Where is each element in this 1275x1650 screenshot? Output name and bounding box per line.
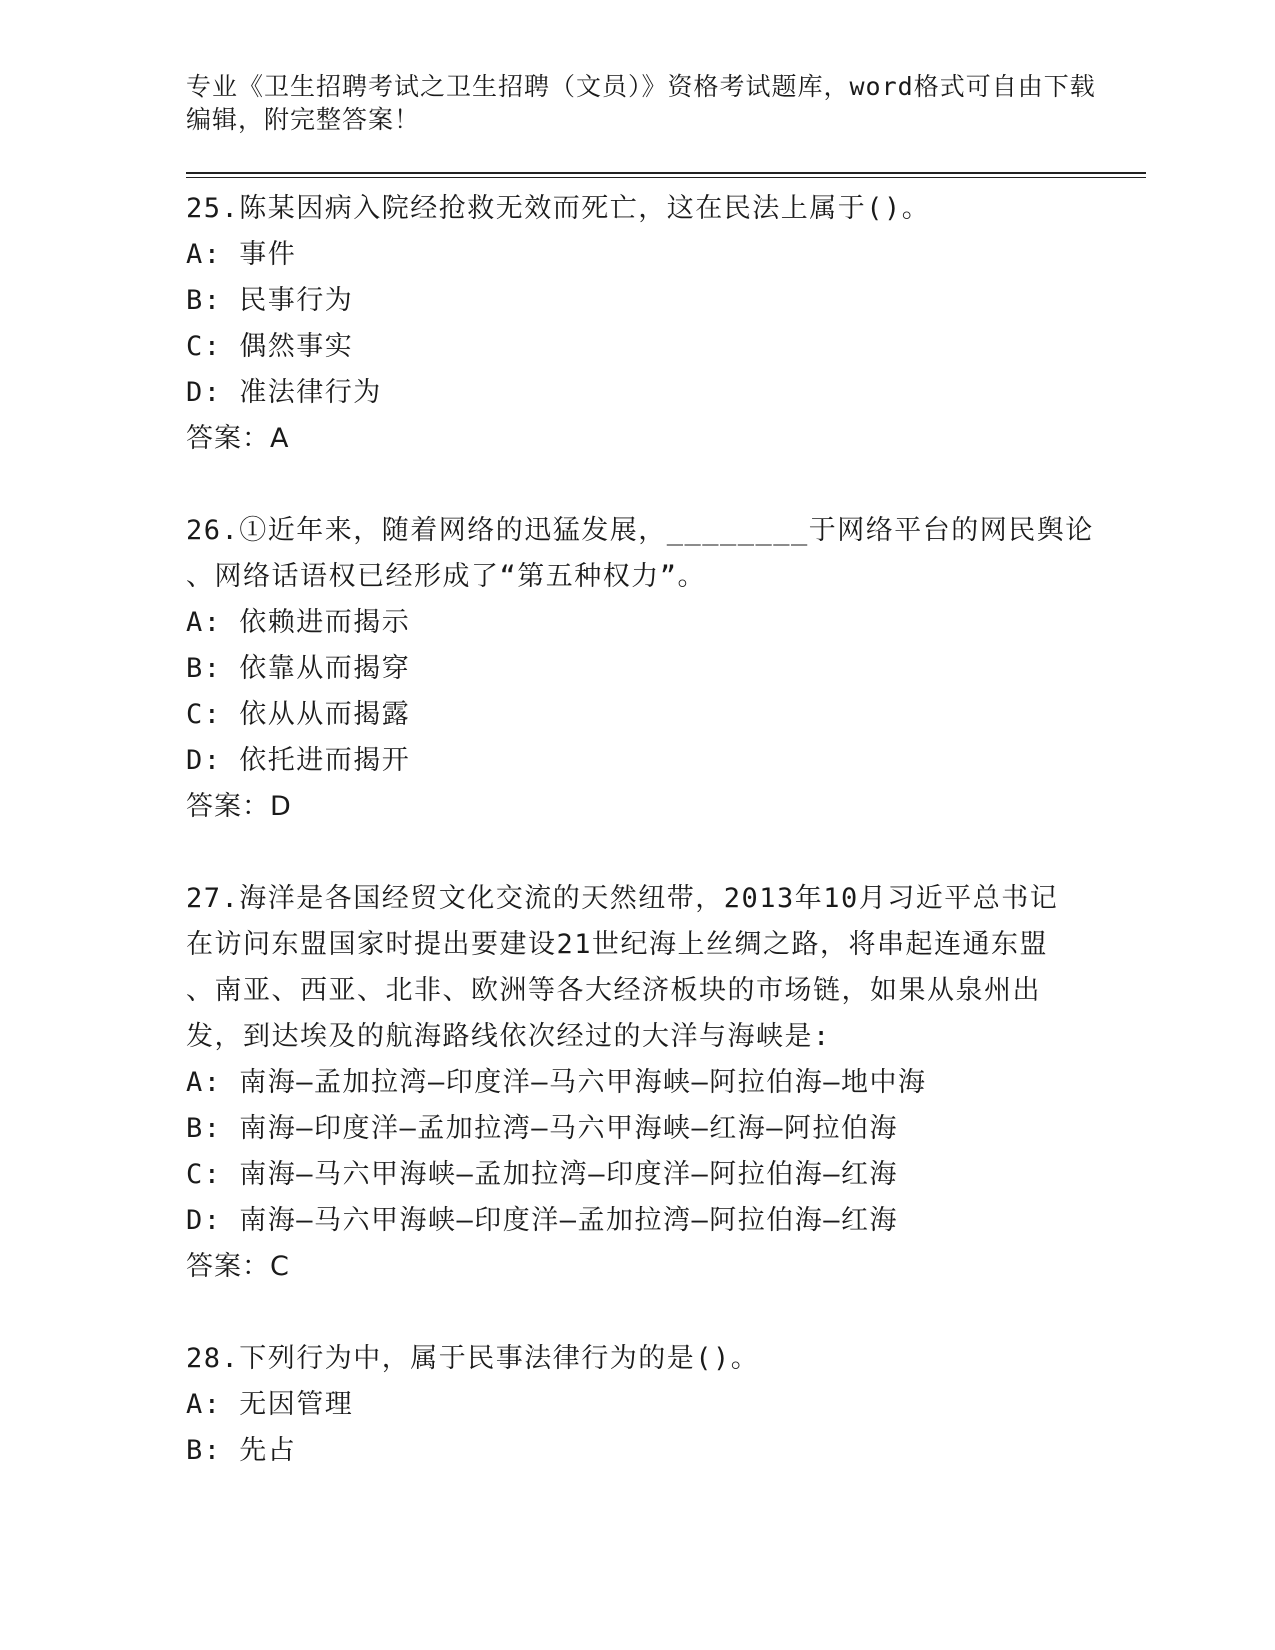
option-b: B: 依靠从而揭穿	[186, 653, 411, 684]
question-25	[186, 186, 1146, 462]
question-stem: 、网络话语权已经形成了“第五种权力”。	[186, 561, 707, 592]
header-line: 专业《卫生招聘考试之卫生招聘（文员）》资格考试题库，word格式可自由下载	[186, 72, 1096, 101]
option-a: A: 事件	[186, 239, 297, 270]
option-c: C: 依从从而揭露	[186, 699, 411, 730]
header-line: 编辑，附完整答案！	[186, 105, 421, 134]
question-stem: 、南亚、西亚、北非、欧洲等各大经济板块的市场链，如果从泉州出	[186, 975, 1041, 1006]
answer: 答案：C	[186, 1251, 290, 1282]
question-stem: 27.海洋是各国经贸文化交流的天然纽带，2013年10月习近平总书记	[186, 883, 1059, 914]
document-page	[186, 70, 1146, 1474]
answer: 答案：D	[186, 791, 292, 822]
answer: 答案：A	[186, 423, 290, 454]
option-d: D: 准法律行为	[186, 377, 382, 408]
document-header	[186, 70, 1146, 136]
question-stem: 25.陈某因病入院经抢救无效而死亡，这在民法上属于()。	[186, 193, 931, 224]
option-c: C: 偶然事实	[186, 331, 354, 362]
option-d: D: 依托进而揭开	[186, 745, 411, 776]
option-a: A: 南海—孟加拉湾—印度洋—马六甲海峡—阿拉伯海—地中海	[186, 1067, 927, 1098]
question-stem: 26.①近年来，随着网络的迅猛发展，________于网络平台的网民舆论	[186, 515, 1094, 546]
option-b: B: 南海—印度洋—孟加拉湾—马六甲海峡—红海—阿拉伯海	[186, 1113, 899, 1144]
option-a: A: 无因管理	[186, 1389, 354, 1420]
question-26	[186, 508, 1146, 830]
option-d: D: 南海—马六甲海峡—印度洋—孟加拉湾—阿拉伯海—红海	[186, 1205, 899, 1236]
option-b: B: 先占	[186, 1435, 297, 1466]
question-stem: 发，到达埃及的航海路线依次经过的大洋与海峡是:	[186, 1021, 831, 1052]
option-c: C: 南海—马六甲海峡—孟加拉湾—印度洋—阿拉伯海—红海	[186, 1159, 899, 1190]
question-27	[186, 876, 1146, 1290]
question-28	[186, 1336, 1146, 1474]
option-a: A: 依赖进而揭示	[186, 607, 411, 638]
question-stem: 28.下列行为中，属于民事法律行为的是()。	[186, 1343, 760, 1374]
option-b: B: 民事行为	[186, 285, 354, 316]
question-stem: 在访问东盟国家时提出要建设21世纪海上丝绸之路，将串起连通东盟	[186, 929, 1049, 960]
